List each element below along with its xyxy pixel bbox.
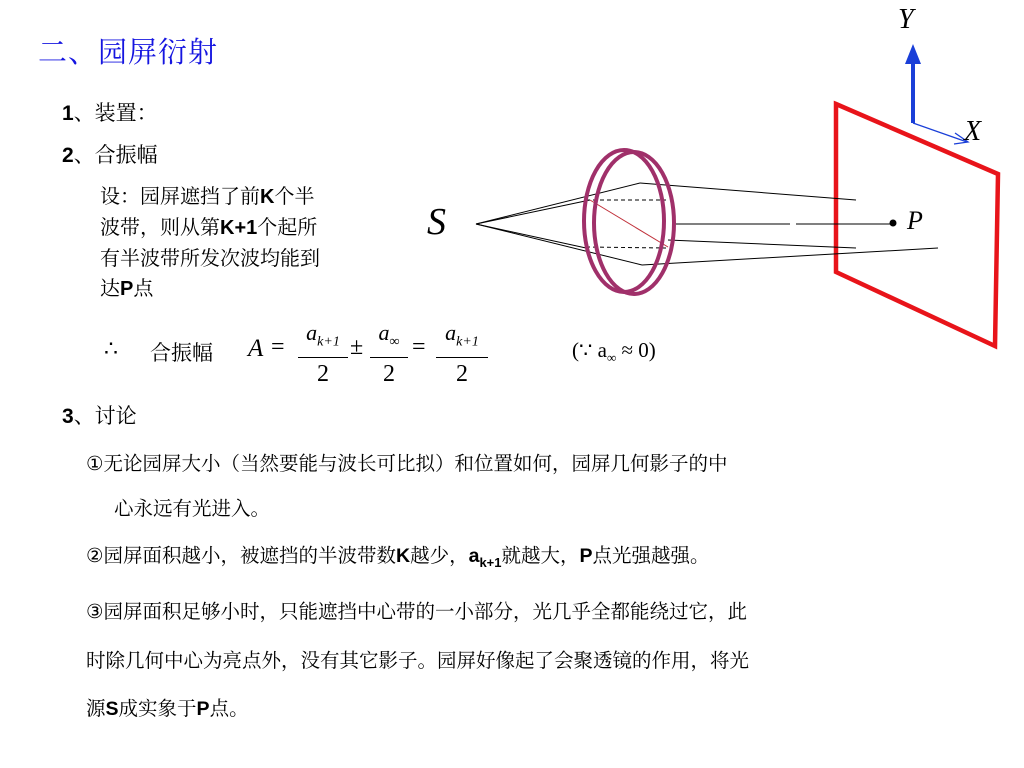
point-p-dot xyxy=(890,220,897,227)
page-title: 二、园屏衍射 xyxy=(38,35,219,69)
item-3-line-3e: 点。 xyxy=(209,697,249,720)
fraction-2-numerator: a xyxy=(378,320,390,345)
amplitude-symbol: A xyxy=(248,335,264,362)
ray-top xyxy=(476,183,640,224)
ray-bottom xyxy=(476,224,642,265)
ray-top-middle xyxy=(476,200,590,224)
discussion-item-3-line-2: 时除几何中心为亮点外，没有其它影子。园屏好像起了会聚透镜的作用，将光 xyxy=(86,649,750,672)
section-2-number: 2 xyxy=(62,144,74,167)
source-label-s: S xyxy=(427,201,446,243)
point-label-p: P xyxy=(907,206,923,235)
item-2-subscript: k+1 xyxy=(479,554,502,570)
y-axis-arrowhead xyxy=(905,44,921,64)
disk-diagonal xyxy=(590,200,668,247)
section-3-number: 3 xyxy=(62,405,74,428)
discussion-item-1-line-1: ①无论园屏大小（当然要能与波长可比拟）和位置如何，园屏几何影子的中 xyxy=(86,452,728,475)
fraction-2-subscript: ∞ xyxy=(389,334,400,350)
item-2-a-variable: a xyxy=(468,545,480,567)
item-2-part-a: ②园屏面积越小，被遮挡的半波带数 xyxy=(86,544,396,567)
setup-line-2c: 个起所 xyxy=(257,215,318,239)
fraction-1-subscript: k+1 xyxy=(317,334,340,350)
plus-minus: ± xyxy=(350,334,364,360)
item-2-part-d: 点光强越强。 xyxy=(592,544,710,567)
fraction-3-denominator: 2 xyxy=(456,361,468,388)
setup-line-1c: 个半 xyxy=(274,184,315,208)
equals-1: = xyxy=(271,334,285,360)
setup-line-2-k1: K+1 xyxy=(220,217,258,239)
therefore-symbol: ∴ xyxy=(104,337,118,362)
amplitude-label: 合振幅 xyxy=(150,341,213,365)
condition-suffix: ≈ 0) xyxy=(616,338,656,362)
equals-2: = xyxy=(412,334,426,360)
condition-prefix: (∵ a xyxy=(572,338,607,362)
axis-label-x: X xyxy=(964,116,982,147)
setup-line-1-k: K xyxy=(260,186,275,208)
section-1-text: 、装置： xyxy=(73,101,158,125)
setup-line-4-p: P xyxy=(120,278,134,300)
item-2-k: K xyxy=(395,545,411,567)
item-3-s: S xyxy=(105,698,119,720)
item-2-p: P xyxy=(579,545,593,567)
axis-label-y: Y xyxy=(898,4,914,35)
setup-line-2a: 波带，则从第 xyxy=(100,215,220,239)
discussion-item-1-line-2: 心永远有光进入。 xyxy=(114,497,271,520)
fraction-3-subscript: k+1 xyxy=(456,334,479,350)
item-2-part-b: 越少， xyxy=(410,544,469,567)
fraction-1-numerator: a xyxy=(306,320,318,345)
item-2-part-c: 就越大， xyxy=(501,544,580,567)
item-3-line-3a: 源 xyxy=(86,697,106,720)
item-3-line-3c: 成实象于 xyxy=(118,697,197,720)
item-3-p: P xyxy=(196,698,210,720)
section-1-number: 1 xyxy=(62,102,74,125)
setup-line-3: 有半波带所发次波均能到 xyxy=(100,246,320,270)
section-2-text: 、合振幅 xyxy=(73,143,158,167)
ray-bottom-continued xyxy=(642,248,938,265)
fraction-3-numerator: a xyxy=(445,320,457,345)
discussion-item-3-line-1: ③园屏面积足够小时，只能遮挡中心带的一小部分，光几乎全都能绕过它，此 xyxy=(86,600,747,623)
setup-line-1a: 设：园屏遮挡了前 xyxy=(100,184,260,208)
ray-lower-continued xyxy=(668,240,856,248)
setup-line-4a: 达 xyxy=(100,276,120,300)
section-3-text: 、讨论 xyxy=(73,404,137,428)
condition-subscript: ∞ xyxy=(606,350,617,366)
fraction-1-denominator: 2 xyxy=(317,361,329,388)
fraction-2-denominator: 2 xyxy=(383,361,395,388)
setup-line-4c: 点 xyxy=(133,276,154,300)
rays xyxy=(476,183,938,265)
